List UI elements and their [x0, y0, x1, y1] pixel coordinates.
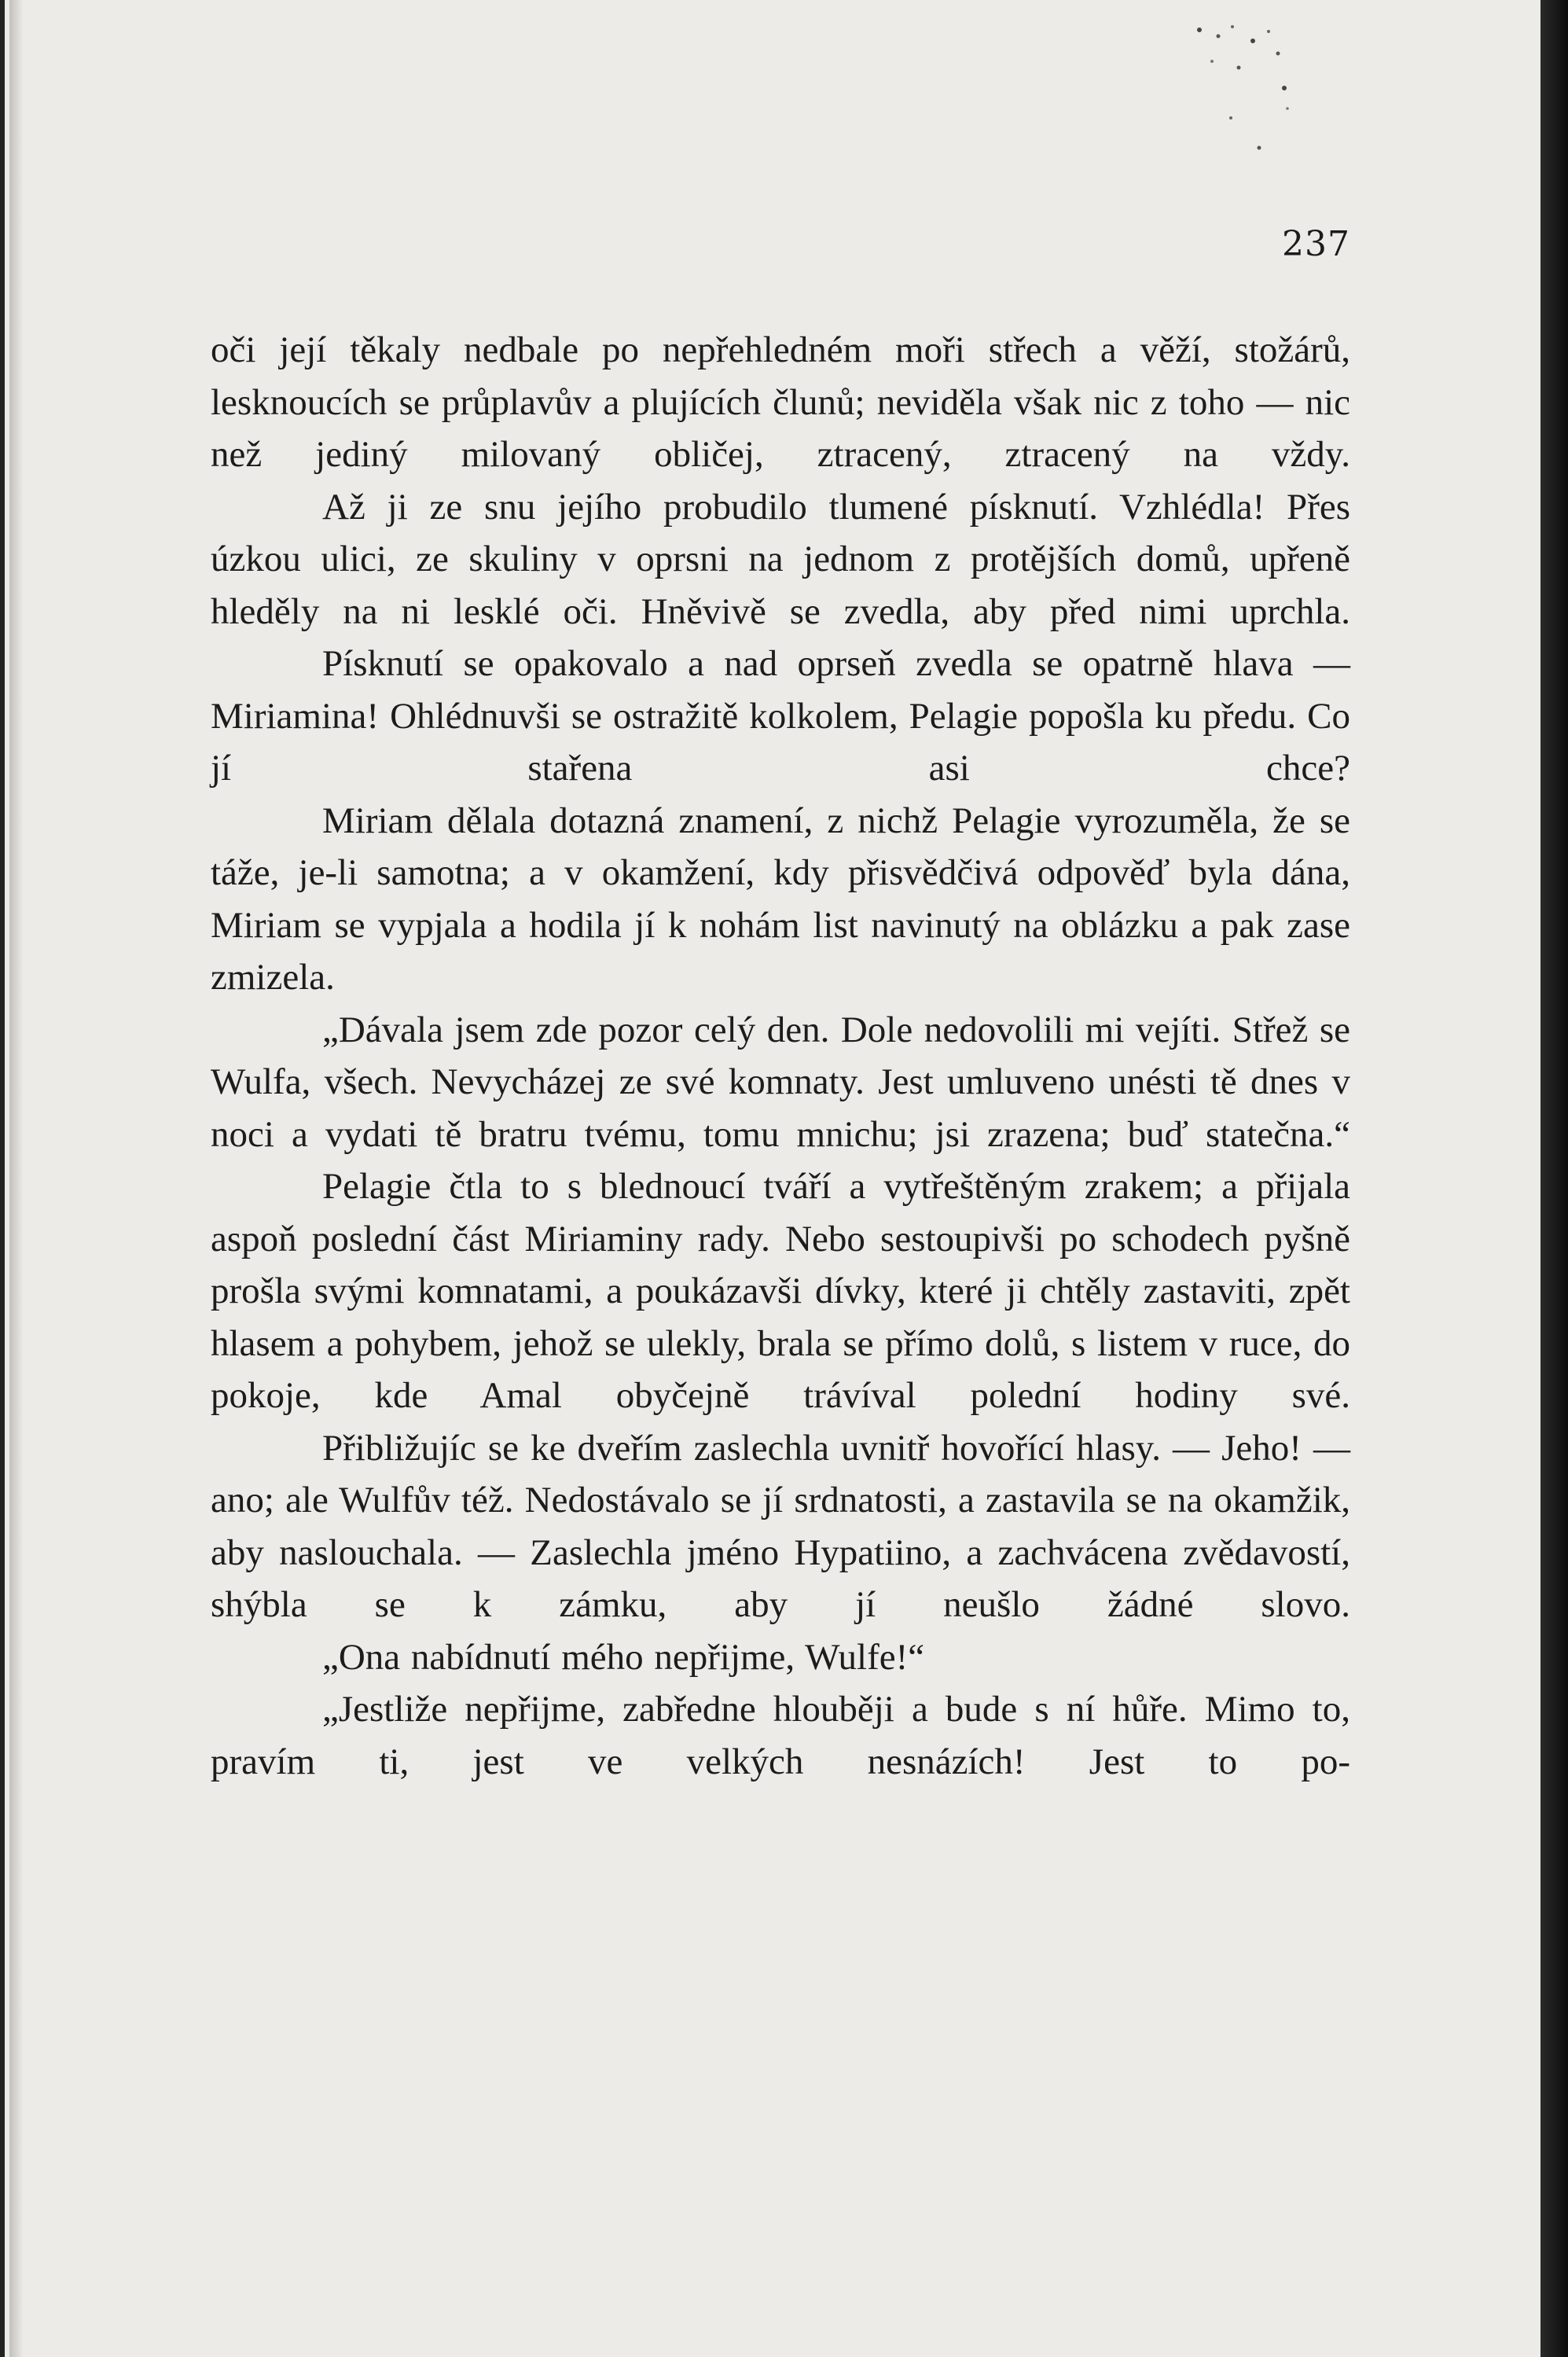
paragraph: Přibližujíc se ke dveřím zaslechla uvnitř hovořící hlasy. — Jeho! — ano; ale Wulfův též. Nedostávalo se jí srdnatosti, a zastavila se na okamžik, aby naslouchala. — Zaslechla jméno Hypatiino, a zachvácena zvědavostí, shýbla se k zámku, aby jí neušlo žádné slovo.	[211, 1427, 1350, 1625]
paragraph: Až ji ze snu jejího probudilo tlumené písknutí. Vzhlédla! Přes úzkou ulici, ze skuliny v oprsni na jednom z protějších domů, upřeně hleděly na ni lesklé oči. Hněvivě se zvedla, aby před nimi uprchla.	[211, 486, 1350, 632]
paragraph: „Ona nabídnutí mého nepřijme, Wulfe!“	[322, 1636, 925, 1678]
paragraph: Pelagie čtla to s blednoucí tváří a vytřeštěným zrakem; a přijala aspoň poslední část Miriaminy rady. Nebo sestoupivši po schodech pyšně prošla svými komnatami, a poukázavši dívky, které ji chtěly zastaviti, zpět hlasem a pohybem, jehož se ulekly, brala se přímo dolů, s listem v ruce, do pokoje, kde Amal obyčejně trávíval polední hodiny své.	[211, 1166, 1350, 1416]
paragraph: oči její těkaly nedbale po nepřehledném moři střech a věží, stožárů, lesknoucích se průplavův a plujících člunů; neviděla však nic z toho — nic než jediný milovaný obličej, ztracený, ztracený na vždy.	[211, 329, 1350, 475]
paragraph: „Jestliže nepřijme, zabředne hlouběji a bude s ní hůře. Mimo to, pravím ti, jest ve velkých nesnázích! Jest to po-	[211, 1689, 1350, 1782]
body-text	[211, 324, 1350, 1788]
page-edge-dark	[1540, 0, 1568, 2357]
paper-specks	[1184, 16, 1309, 165]
paragraph: Písknutí se opakovalo a nad oprseň zvedla se opatrně hlava — Miriamina! Ohlédnuvši se ostražitě kolkolem, Pelagie popošla ku předu. Co jí stařena asi chce?	[211, 643, 1350, 789]
page-number: 237	[1282, 224, 1350, 264]
gutter-shadow	[9, 0, 24, 2357]
paragraph: „Dávala jsem zde pozor celý den. Dole nedovolili mi vejíti. Střež se Wulfa, všech. Nevycházej ze své komnaty. Jest umluveno unésti tě dnes v noci a vydati tě bratru tvému, tomu mnichu; jsi zrazena; buď statečna.“	[211, 1009, 1350, 1155]
paragraph: Miriam dělala dotazná znamení, z nichž Pelagie vyrozuměla, že se táže, je-li samotna; a v okamžení, kdy přisvědčivá odpověď byla dána, Miriam se vypjala a hodila jí k nohám list navinutý na oblázku a pak zase zmizela.	[211, 800, 1350, 998]
